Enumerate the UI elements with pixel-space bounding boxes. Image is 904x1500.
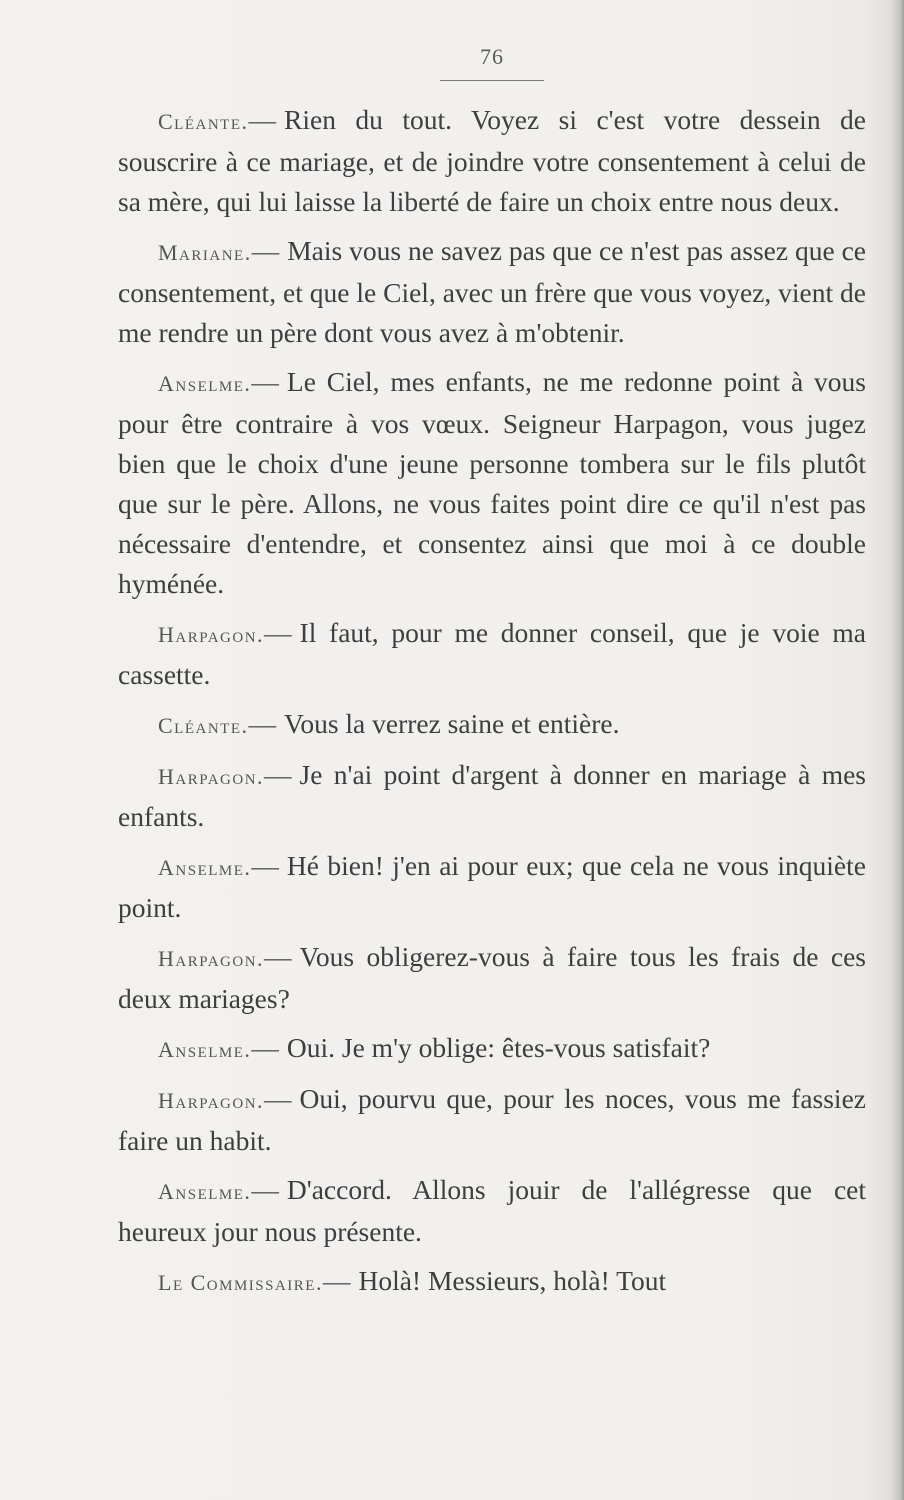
dialogue-paragraph [118, 1028, 866, 1070]
speech-text: Rien du tout. Voyez si c'est votre dessein de souscrire à ce mariage, et de joindre votre consentement à celui de sa mère, qui lui laisse la liberté de faire un choix entre nous deux. [118, 104, 866, 217]
dialogue-paragraph [118, 937, 866, 1019]
speech-text: Hé bien! j'en ai pour eux; que cela ne vous inquiète point. [118, 850, 866, 923]
speech-text: Le Ciel, mes enfants, ne me redonne point à vous pour être contraire à vos vœux. Seigneur Harpagon, vous jugez bien que le choix d'une jeune personne tombera sur le fils plutôt que sur le père. Allons, ne vous faites point dire ce qu'il n'est pas nécessaire d'entendre, et consentez ainsi que moi à ce double hyménée. [118, 366, 866, 599]
speech-dash: — [264, 617, 292, 648]
speaker-name: Cléante. [158, 713, 249, 738]
speech-text: D'accord. Allons jouir de l'allégresse que cet heureux jour nous présente. [118, 1174, 866, 1247]
speech-dash: — [251, 850, 279, 881]
speech-text: Vous la verrez saine et entière. [284, 708, 620, 739]
speech-dash: — [264, 1083, 292, 1114]
dialogue-paragraph [118, 846, 866, 928]
speech-dash: — [251, 366, 279, 397]
speaker-name: Anselme. [158, 1179, 252, 1204]
speech-dash: — [248, 708, 276, 739]
speaker-name: Harpagon. [158, 622, 265, 647]
speaker-name: Le Commissaire. [158, 1270, 323, 1295]
speech-dash: — [251, 1032, 279, 1063]
speech-text: Vous obligerez-vous à faire tous les frais de ces deux mariages? [118, 941, 866, 1014]
dialogue-paragraph [118, 613, 866, 695]
dialogue-paragraph [118, 704, 866, 746]
speaker-name: Anselme. [158, 855, 252, 880]
dialogue-paragraph [118, 1079, 866, 1161]
speech-dash: — [251, 235, 280, 266]
dialogue-paragraph [118, 1170, 866, 1252]
speech-dash: — [264, 759, 292, 790]
speaker-name: Anselme. [158, 371, 252, 396]
speech-text: Oui. Je m'y oblige: êtes-vous satisfait? [286, 1032, 711, 1063]
dialogue-paragraph [118, 231, 866, 353]
dialogue-paragraph [118, 1261, 866, 1303]
dialogue-paragraph [118, 755, 866, 837]
speech-dash: — [251, 1174, 279, 1205]
page-number-rule [440, 80, 544, 81]
speech-text: Mais vous ne savez pas que ce n'est pas assez que ce consentement, et que le Ciel, avec un frère que vous voyez, vient de me rendre un père dont vous avez à m'obtenir. [118, 235, 866, 348]
page-edge-shadow [890, 0, 904, 1500]
dialogue-paragraph [118, 100, 866, 222]
speaker-name: Harpagon. [158, 1088, 265, 1113]
speaker-name: Harpagon. [158, 764, 265, 789]
speech-text: Holà! Messieurs, holà! Tout [358, 1265, 667, 1296]
dialogue-text [118, 100, 866, 1303]
speech-text: Je n'ai point d'argent à donner en mariage à mes enfants. [118, 759, 866, 832]
speaker-name: Cléante. [158, 109, 249, 134]
page-number: 76 [480, 44, 504, 69]
speaker-name: Mariane. [158, 240, 252, 265]
speaker-name: Harpagon. [158, 946, 265, 971]
speech-dash: — [264, 941, 292, 972]
speech-dash: — [248, 104, 276, 135]
speech-text: Oui, pourvu que, pour les noces, vous me fassiez faire un habit. [118, 1083, 866, 1156]
speech-text: Il faut, pour me donner conseil, que je voie ma cassette. [118, 617, 866, 690]
dialogue-paragraph [118, 362, 866, 604]
speech-dash: — [322, 1265, 351, 1296]
speaker-name: Anselme. [158, 1037, 252, 1062]
